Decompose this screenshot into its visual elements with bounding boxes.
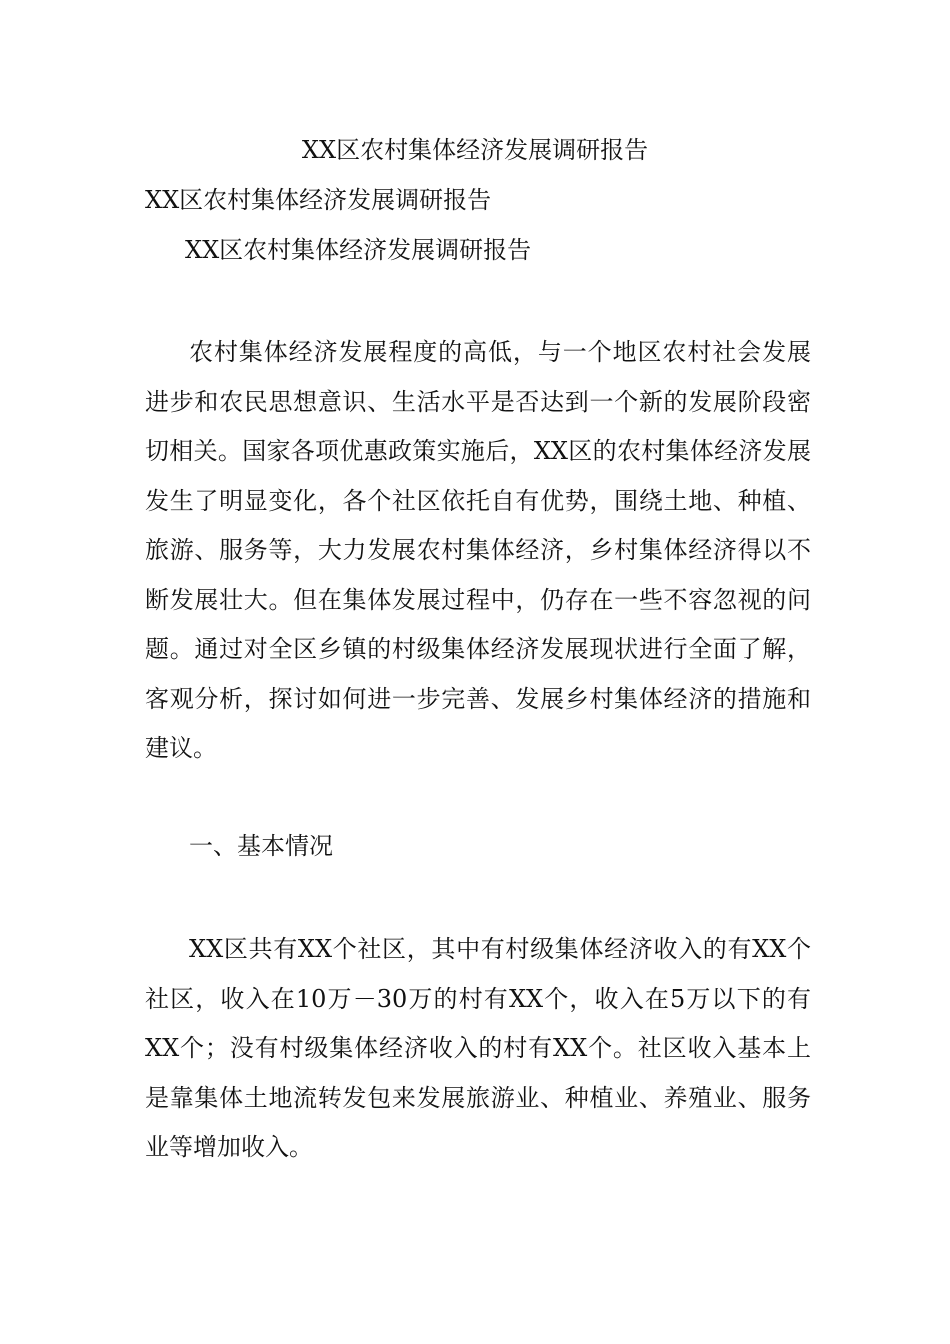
- section-heading-basic-situation: 一、基本情况: [189, 832, 333, 860]
- intro-paragraph: 农村集体经济发展程度的高低，与一个地区农村社会发展进步和农民思想意识、生活水平是否达到一个新的发展阶段密切相关。国家各项优惠政策实施后，XX区的农村集体经济发展发生了明显变化，各个社区依托自有优势，围绕土地、种植、旅游、服务等，大力发展农村集体经济，乡村集体经济得以不断发展壮大。但在集体发展过程中，仍存在一些不容忽视的问题。通过对全区乡镇的村级集体经济发展现状进行全面了解，客观分析，探讨如何进一步完善、发展乡村集体经济的措施和建议。: [145, 338, 811, 762]
- report-title-centered: XX区农村集体经济发展调研报告: [301, 136, 649, 164]
- basic-situation-paragraph: XX区共有XX个社区，其中有村级集体经济收入的有XX个社区，收入在10万－30万的村有XX个，收入在5万以下的有XX个；没有村级集体经济收入的村有XX个。社区收入基本上是靠集体土地流转发包来发展旅游业、种植业、养殖业、服务业等增加收入。: [145, 935, 811, 1161]
- report-title-left: XX区农村集体经济发展调研报告: [145, 186, 492, 214]
- report-title-indented: XX区农村集体经济发展调研报告: [185, 236, 532, 264]
